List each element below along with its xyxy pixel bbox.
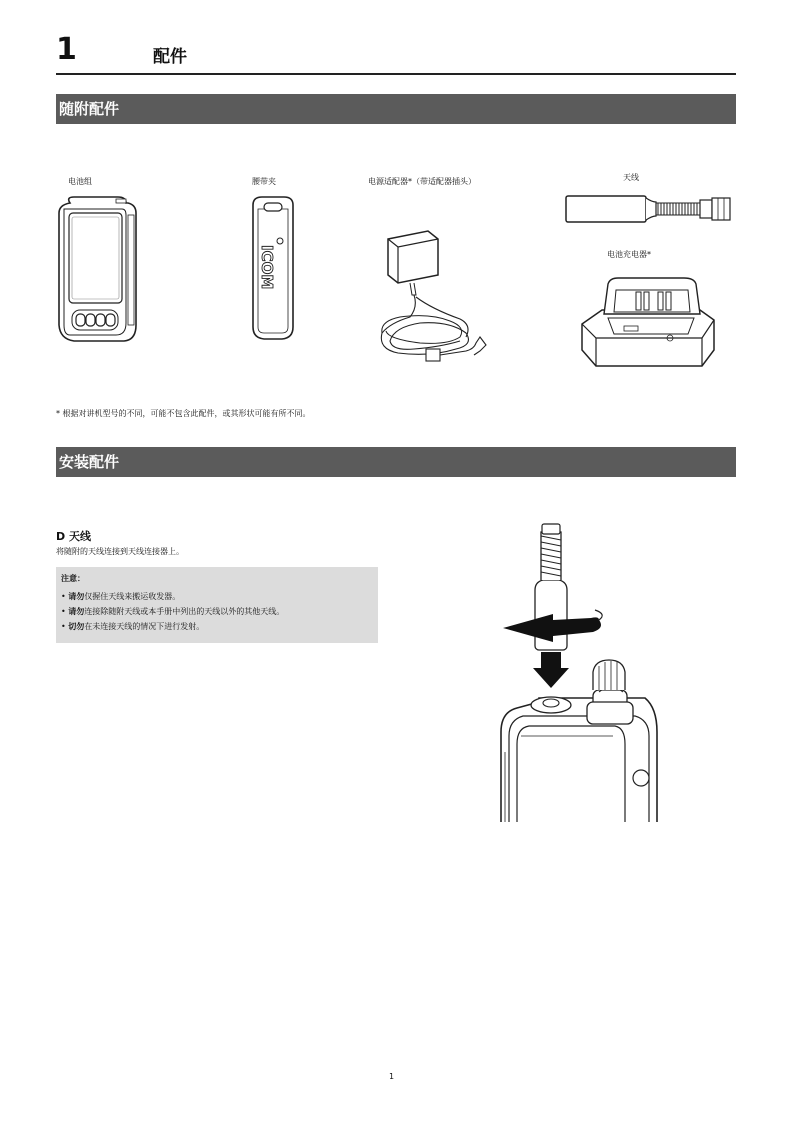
belt-clip-illustration [248,195,298,345]
label-battery-pack: 电池组 [68,177,92,186]
chapter-title: 配件 [153,47,187,67]
antenna-instruction: 将随附的天线连接到天线连接器上。 [56,547,184,556]
label-battery-charger: 电池充电器* [607,250,651,259]
belt-clip-logo: ICOM [258,245,276,290]
ac-adapter-illustration [370,225,490,375]
section-heading-supplied: 随附配件 [56,94,736,124]
label-ac-adapter: 电源适配器*（带适配器插头） [368,177,476,186]
chapter-rule [56,73,736,75]
caution-item: • 请勿仅握住天线来搬运收发器。 [61,592,181,601]
label-antenna: 天线 [623,173,639,182]
footnote: * 根据对讲机型号的不同，可能不包含此配件，或其形状可能有所不同。 [56,409,311,418]
battery-charger-illustration [578,272,718,372]
label-belt-clip: 腰带夹 [252,177,276,186]
caution-box [56,567,378,643]
chapter-number: 1 [56,32,77,67]
antenna-subheading: D 天线 [56,530,91,543]
caution-title: 注意： [61,574,85,583]
caution-item: • 切勿在未连接天线的情况下进行发射。 [61,622,205,631]
antenna-install-illustration [495,522,660,822]
antenna-illustration [560,192,740,227]
page-number: 1 [389,1072,395,1081]
section-heading-install: 安装配件 [56,447,736,477]
battery-pack-illustration [56,195,141,345]
caution-item: • 请勿连接除随附天线或本手册中列出的天线以外的其他天线。 [61,607,285,616]
